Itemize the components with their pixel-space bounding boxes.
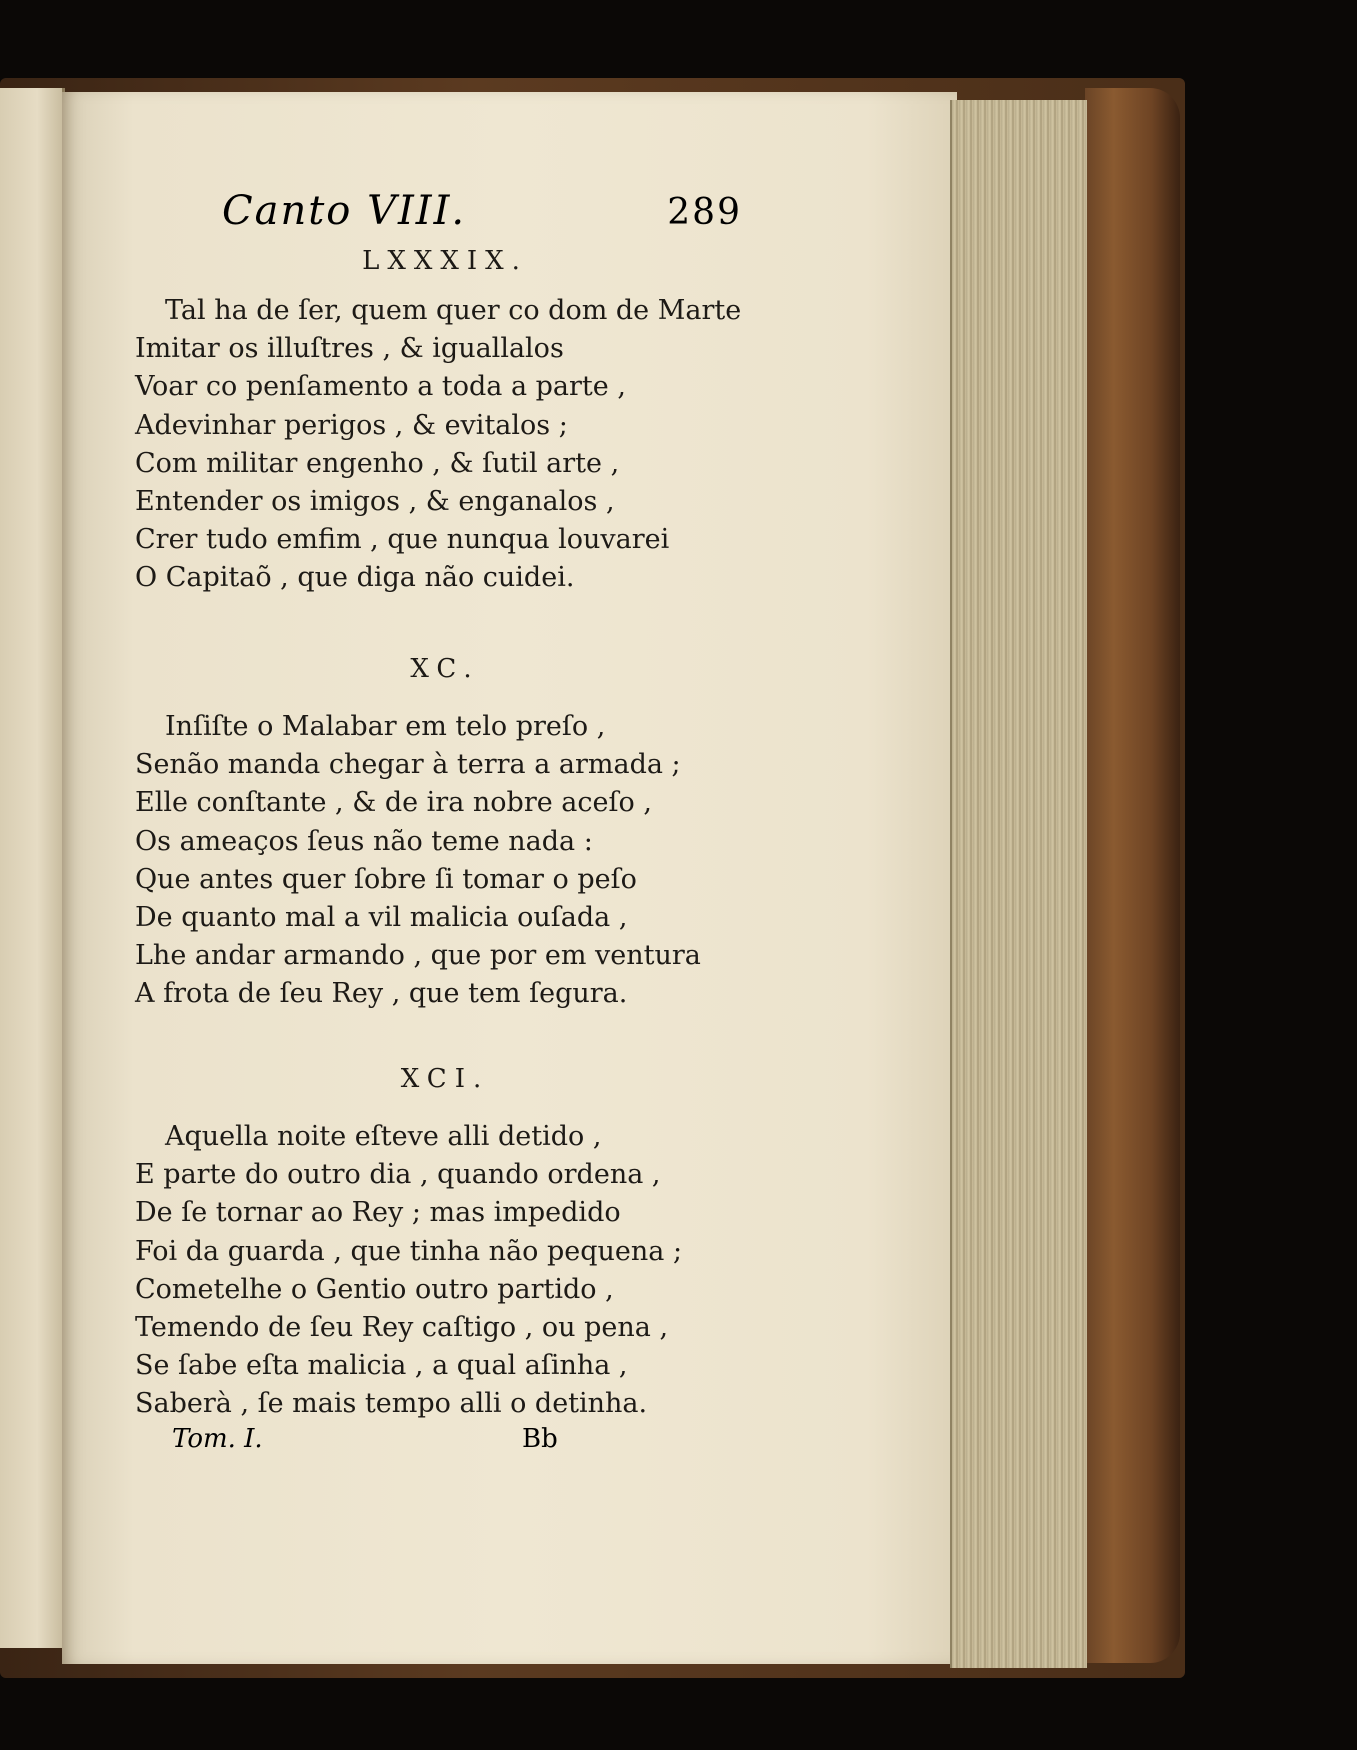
stanza-91 bbox=[135, 1118, 775, 1424]
verse-line: De ſe tornar ao Rey ; mas impedido bbox=[135, 1197, 621, 1229]
stanza-number: XCI. bbox=[400, 1064, 490, 1094]
verse-line: A frota de ſeu Rey , que tem ſegura. bbox=[135, 978, 628, 1010]
verse-line: Tal ha de ſer, quem quer co dom de Marte bbox=[165, 295, 742, 326]
verse-line: Saberà , ſe mais tempo alli o detinha. bbox=[135, 1388, 648, 1420]
verse-line: De quanto mal a vil malicia ouſada , bbox=[135, 901, 628, 933]
signature-mark: Bb bbox=[522, 1424, 558, 1454]
stanza-number: LXXXIX. bbox=[362, 246, 528, 276]
verse-line: Crer tudo emfim , que nunqua louvarei bbox=[135, 524, 670, 556]
verse-line: Elle conſtante , & de ira nobre aceſo , bbox=[135, 787, 652, 819]
page-number: 289 bbox=[667, 192, 742, 233]
running-head bbox=[222, 188, 742, 238]
verse-line: Senão manda chegar à terra a armada ; bbox=[135, 749, 681, 781]
book-cover-edge bbox=[1085, 88, 1180, 1663]
stanza-90 bbox=[135, 708, 775, 1014]
verse-line: Cometelhe o Gentio outro partido , bbox=[135, 1273, 614, 1305]
stanza-89 bbox=[135, 292, 775, 598]
verse-line: Foi da guarda , que tinha não pequena ; bbox=[135, 1235, 683, 1267]
verse-line: Inſiſte o Malabar em telo preſo , bbox=[165, 711, 606, 742]
verse-line: Que antes quer ſobre ſi tomar o peſo bbox=[135, 863, 637, 895]
stanza-number: XC. bbox=[410, 654, 480, 684]
verse-line: Temendo de ſeu Rey caſtigo , ou pena , bbox=[135, 1311, 669, 1343]
verse-line: Se ſabe eſta malicia , a qual aſinha , bbox=[135, 1350, 628, 1382]
verse-line: Os ameaços ſeus não teme nada : bbox=[135, 825, 593, 857]
verse-line: Adevinhar perigos , & evitalos ; bbox=[135, 409, 568, 441]
facing-page-edge bbox=[0, 88, 65, 1648]
verse-line: O Capitaõ , que diga não cuidei. bbox=[135, 562, 575, 594]
verse-line: Imitar os illuſtres , & iguallalos bbox=[135, 333, 564, 365]
verse-line: Entender os imigos , & enganalos , bbox=[135, 485, 615, 517]
verse-line: Lhe andar armando , que por em ventura bbox=[135, 940, 701, 972]
page-footer bbox=[172, 1424, 572, 1464]
running-head-title: Canto VIII. bbox=[222, 188, 467, 234]
verse-line: E parte do outro dia , quando ordena , bbox=[135, 1159, 661, 1191]
verse-line: Aquella noite eſteve alli detido , bbox=[165, 1121, 602, 1152]
page-edges bbox=[950, 100, 1087, 1668]
verse-line: Voar co penſamento a toda a parte , bbox=[135, 371, 626, 403]
verse-line: Com militar engenho , & ſutil arte , bbox=[135, 447, 620, 479]
volume-mark: Tom. I. bbox=[172, 1424, 263, 1454]
